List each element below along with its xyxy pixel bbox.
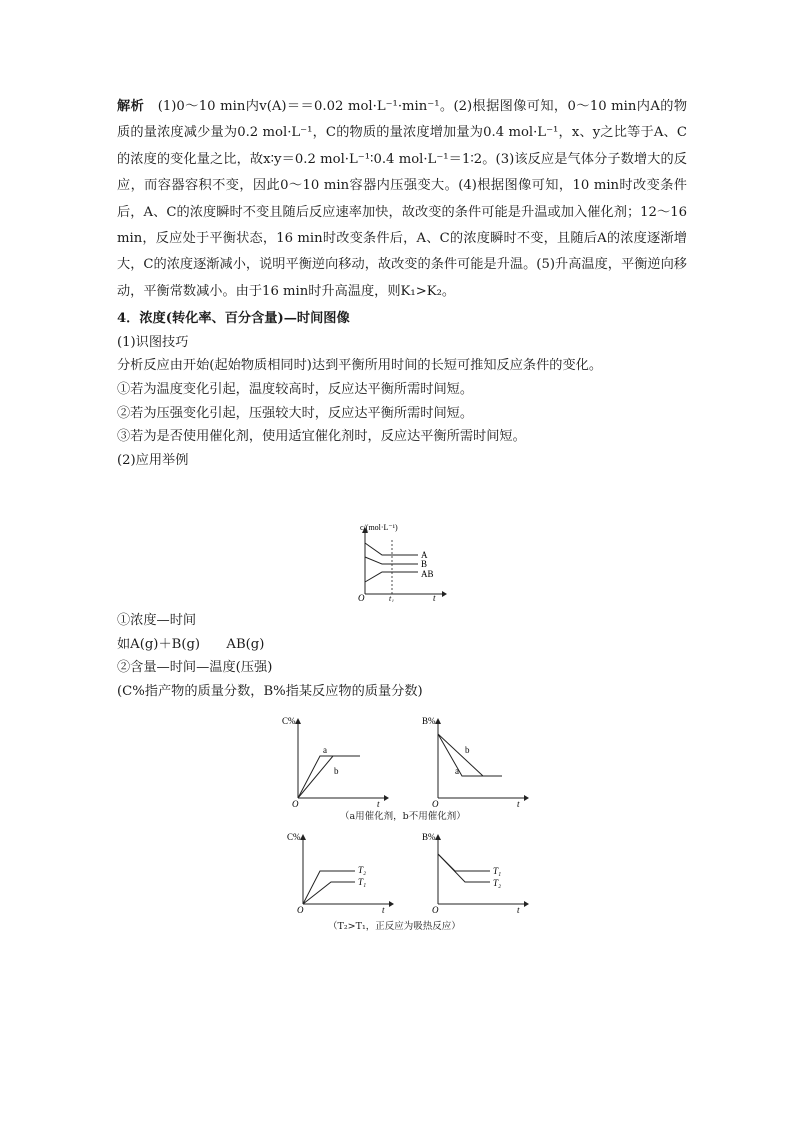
temperature-c-percent-figure [285, 828, 400, 918]
curve-b [438, 734, 483, 776]
label-a: a [455, 766, 459, 776]
origin-label: O [358, 593, 365, 602]
tip-pressure: ②若为压强变化引起，压强较大时，反应达平衡所需时间短。 [117, 405, 474, 421]
x-axis-arrow [389, 901, 394, 907]
temperature-b-percent-figure [420, 828, 535, 918]
origin-label: O [432, 905, 439, 915]
line-A [365, 543, 418, 555]
y-axis-label: B% [422, 832, 436, 842]
examples-block [117, 609, 687, 703]
y-axis-arrow [295, 718, 301, 724]
example-note: (C%指产物的质量分数，B%指某反应物的质量分数) [117, 683, 423, 699]
x-axis-arrow [524, 901, 529, 907]
curve-a [298, 756, 360, 798]
catalyst-caption: （a用催化剂，b不用催化剂） [340, 811, 466, 822]
label-AB: AB [421, 569, 434, 579]
example-heading: (2)应用举例 [117, 452, 189, 468]
analysis-paragraph [117, 94, 687, 305]
y-axis-arrow [435, 834, 441, 840]
t1-label: t₁ [389, 594, 395, 602]
y-axis-label: B% [422, 716, 436, 726]
curve-T2 [303, 871, 355, 904]
label-T2: T₂ [493, 878, 502, 888]
example-equation: 如A(g)＋B(g) AB(g) [117, 636, 265, 652]
y-axis-label: C% [287, 832, 301, 842]
label-T1: T₁ [358, 877, 367, 887]
tip-temperature: ①若为温度变化引起，温度较高时，反应达平衡所需时间短。 [117, 382, 474, 398]
tips-intro: 分析反应由开始(起始物质相同时)达到平衡所用时间的长短可推知反应条件的变化。 [117, 358, 603, 374]
example-content: ②含量—时间—温度(压强) [117, 660, 273, 676]
origin-label: O [292, 799, 299, 809]
analysis-label: 解析 [117, 99, 145, 114]
example-concentration: ①浓度—时间 [117, 613, 197, 628]
line-B [365, 557, 418, 564]
x-axis-label: t [382, 905, 385, 915]
catalyst-c-percent-figure [280, 712, 395, 810]
document-page [117, 94, 687, 472]
x-axis-label: t [517, 905, 520, 915]
x-axis-arrow [442, 591, 447, 597]
line-AB [365, 572, 418, 582]
x-axis-label: t [433, 593, 436, 602]
label-T1: T₁ [493, 866, 502, 876]
tips-heading: (1)识图技巧 [117, 334, 189, 350]
curve-T2 [438, 854, 490, 882]
label-B: B [421, 559, 428, 569]
y-axis-label: c/(mol·L⁻¹) [360, 523, 398, 532]
y-axis-arrow [435, 718, 441, 724]
x-axis-arrow [384, 795, 389, 801]
label-b: b [465, 745, 470, 755]
curve-b [298, 756, 333, 798]
tip-catalyst: ③若为是否使用催化剂，使用适宜催化剂时，反应达平衡所需时间短。 [117, 429, 526, 445]
x-axis-label: t [377, 799, 380, 809]
label-T2: T₂ [358, 865, 367, 875]
y-axis-label: C% [282, 716, 296, 726]
label-b: b [334, 766, 339, 776]
curve-a [438, 734, 502, 776]
label-a: a [323, 745, 327, 755]
x-axis-label: t [517, 799, 520, 809]
label-A: A [421, 550, 428, 560]
concentration-time-figure [330, 520, 460, 602]
analysis-text: (1)0～10 min内v(A)＝＝0.02 mol·L⁻¹·min⁻¹。(2)根据图像可知，0～10 min内A的物质的量浓度减少量为0.2 mol·L⁻¹，C的物质的量浓度增加量为0.4 mol·L⁻¹，x、y之比等于A、C的浓度的变化量之比，故x∶y＝0.2 mol·L⁻¹∶0.4 mol·L⁻¹＝1∶2。(3)该反应是气体分子数增大的反应，而容器容积不变，因此0～10 min容器内压强变大。(4)根据图像可知，10 min时改变条件后，A、C的浓度瞬时不变且随后反应速率加快，故改变的条件可能是升温或加入催化剂；12～16 min，反应处于平衡状态，16 min时改变条件后，A、C的浓度瞬时不变，且随后A的浓度逐渐增大，C的浓度逐渐减小，说明平衡逆向移动，故改变的条件可能是升温。(5)升高温度，平衡逆向移动，平衡常数减小。由于16 min时升高温度，则K₁>K₂。 [117, 99, 688, 299]
x-axis-arrow [524, 795, 529, 801]
origin-label: O [297, 905, 304, 915]
temperature-caption: （T₂>T₁，正反应为吸热反应） [328, 921, 461, 932]
catalyst-b-percent-figure [420, 712, 535, 810]
section-heading: 4．浓度(转化率、百分含量)—时间图像 [117, 311, 350, 327]
origin-label: O [432, 799, 439, 809]
curve-T1 [303, 882, 355, 904]
y-axis-arrow [300, 834, 306, 840]
